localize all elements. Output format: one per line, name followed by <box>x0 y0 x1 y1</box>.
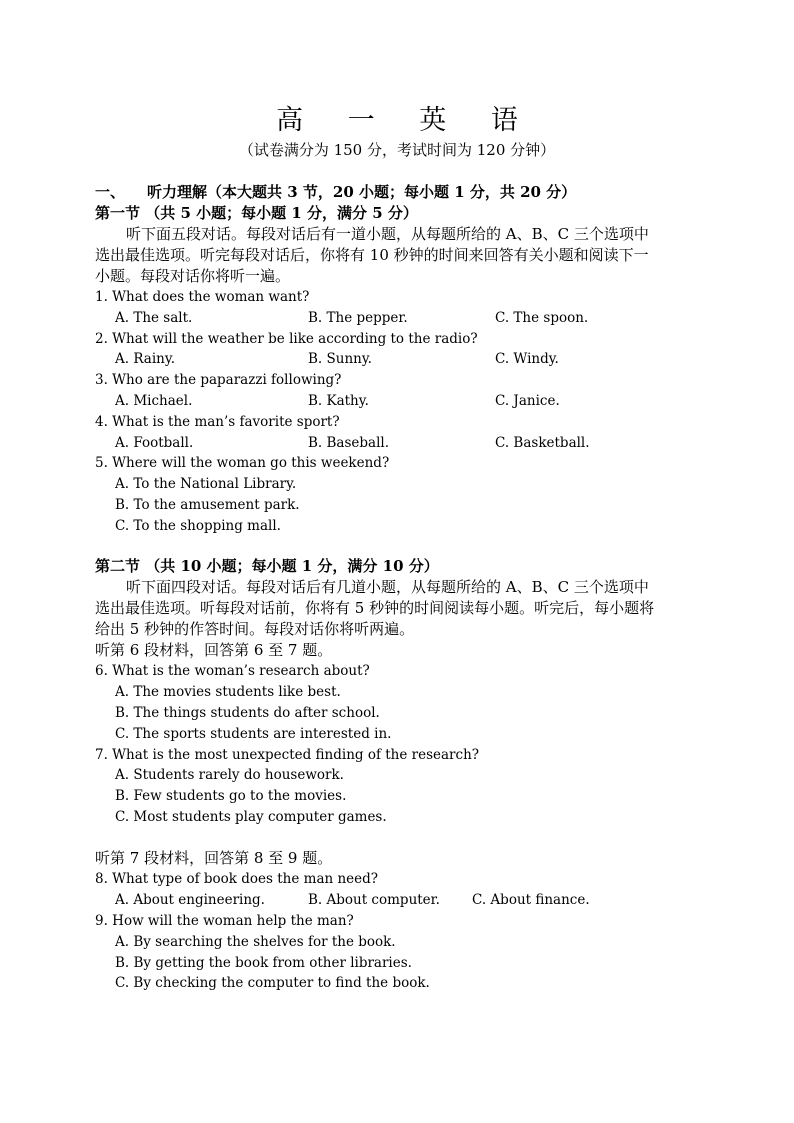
section2-heading: 第二节 （共 10 小题；每小题 1 分，满分 10 分） <box>95 557 439 575</box>
question-9: 9. How will the woman help the man? <box>95 913 354 929</box>
option-c: C. The spoon. <box>495 310 589 326</box>
option-b: B. The pepper. <box>308 310 408 326</box>
question-8: 8. What type of book does the man need? <box>95 871 379 887</box>
question-4: 4. What is the man’s favorite sport? <box>95 414 340 430</box>
question-5: 5. Where will the woman go this weekend? <box>95 455 390 471</box>
section2-instruction: 给出 5 秒钟的作答时间。每段对话你将听两遍。 <box>95 620 415 638</box>
option-b: B. About computer. <box>308 892 440 908</box>
section1-instruction: 小题。每段对话你将听一遍。 <box>95 267 291 285</box>
option-c: C. Windy. <box>495 351 559 367</box>
part1-number: 一、 <box>95 183 126 201</box>
option-c: C. The sports students are interested in. <box>115 726 392 742</box>
question-3: 3. Who are the paparazzi following? <box>95 372 342 388</box>
option-c: C. About finance. <box>472 892 590 908</box>
option-b: B. To the amusement park. <box>115 497 300 513</box>
option-a: A. By searching the shelves for the book. <box>115 934 396 950</box>
option-a: A. About engineering. <box>115 892 265 908</box>
option-c: C. Most students play computer games. <box>115 809 387 825</box>
option-c: C. Janice. <box>495 393 560 409</box>
option-c: C. To the shopping mall. <box>115 518 281 534</box>
option-c: C. By checking the computer to find the book. <box>115 975 430 991</box>
option-b: B. By getting the book from other libraries. <box>115 955 412 971</box>
option-b: B. Kathy. <box>308 393 369 409</box>
material-7-heading: 听第 7 段材料，回答第 8 至 9 题。 <box>95 849 333 867</box>
section1-heading: 第一节 （共 5 小题；每小题 1 分，满分 5 分） <box>95 204 418 222</box>
page-subtitle: （试卷满分为 150 分，考试时间为 120 分钟） <box>238 141 556 159</box>
question-7: 7. What is the most unexpected finding of the research? <box>95 747 480 763</box>
part1-heading: 听力理解（本大题共 3 节，20 小题；每小题 1 分，共 20 分） <box>147 183 577 201</box>
option-a: A. Students rarely do housework. <box>115 767 344 783</box>
option-a: A. Football. <box>115 435 194 451</box>
page-title: 高 一 英 语 <box>276 105 536 136</box>
option-b: B. Few students go to the movies. <box>115 788 347 804</box>
section2-instruction: 听下面四段对话。每段对话后有几道小题，从每题所给的 A、B、C 三个选项中 <box>126 578 649 596</box>
question-6: 6. What is the woman’s research about? <box>95 663 370 679</box>
option-b: B. Sunny. <box>308 351 372 367</box>
section1-instruction: 选出最佳选项。听完每段对话后，你将有 10 秒钟的时间来回答有关小题和阅读下一 <box>95 246 649 264</box>
material-6-heading: 听第 6 段材料，回答第 6 至 7 题。 <box>95 641 333 659</box>
option-a: A. To the National Library. <box>115 476 297 492</box>
option-a: A. Rainy. <box>115 351 175 367</box>
section1-instruction: 听下面五段对话。每段对话后有一道小题，从每题所给的 A、B、C 三个选项中 <box>126 225 649 243</box>
option-a: A. Michael. <box>115 393 193 409</box>
option-c: C. Basketball. <box>495 435 590 451</box>
question-1: 1. What does the woman want? <box>95 289 310 305</box>
option-b: B. Baseball. <box>308 435 390 451</box>
question-2: 2. What will the weather be like according to the radio? <box>95 331 478 347</box>
option-a: A. The movies students like best. <box>115 684 341 700</box>
section2-instruction: 选出最佳选项。听每段对话前，你将有 5 秒钟的时间阅读每小题。听完后，每小题将 <box>95 599 655 617</box>
option-b: B. The things students do after school. <box>115 705 380 721</box>
option-a: A. The salt. <box>115 310 193 326</box>
